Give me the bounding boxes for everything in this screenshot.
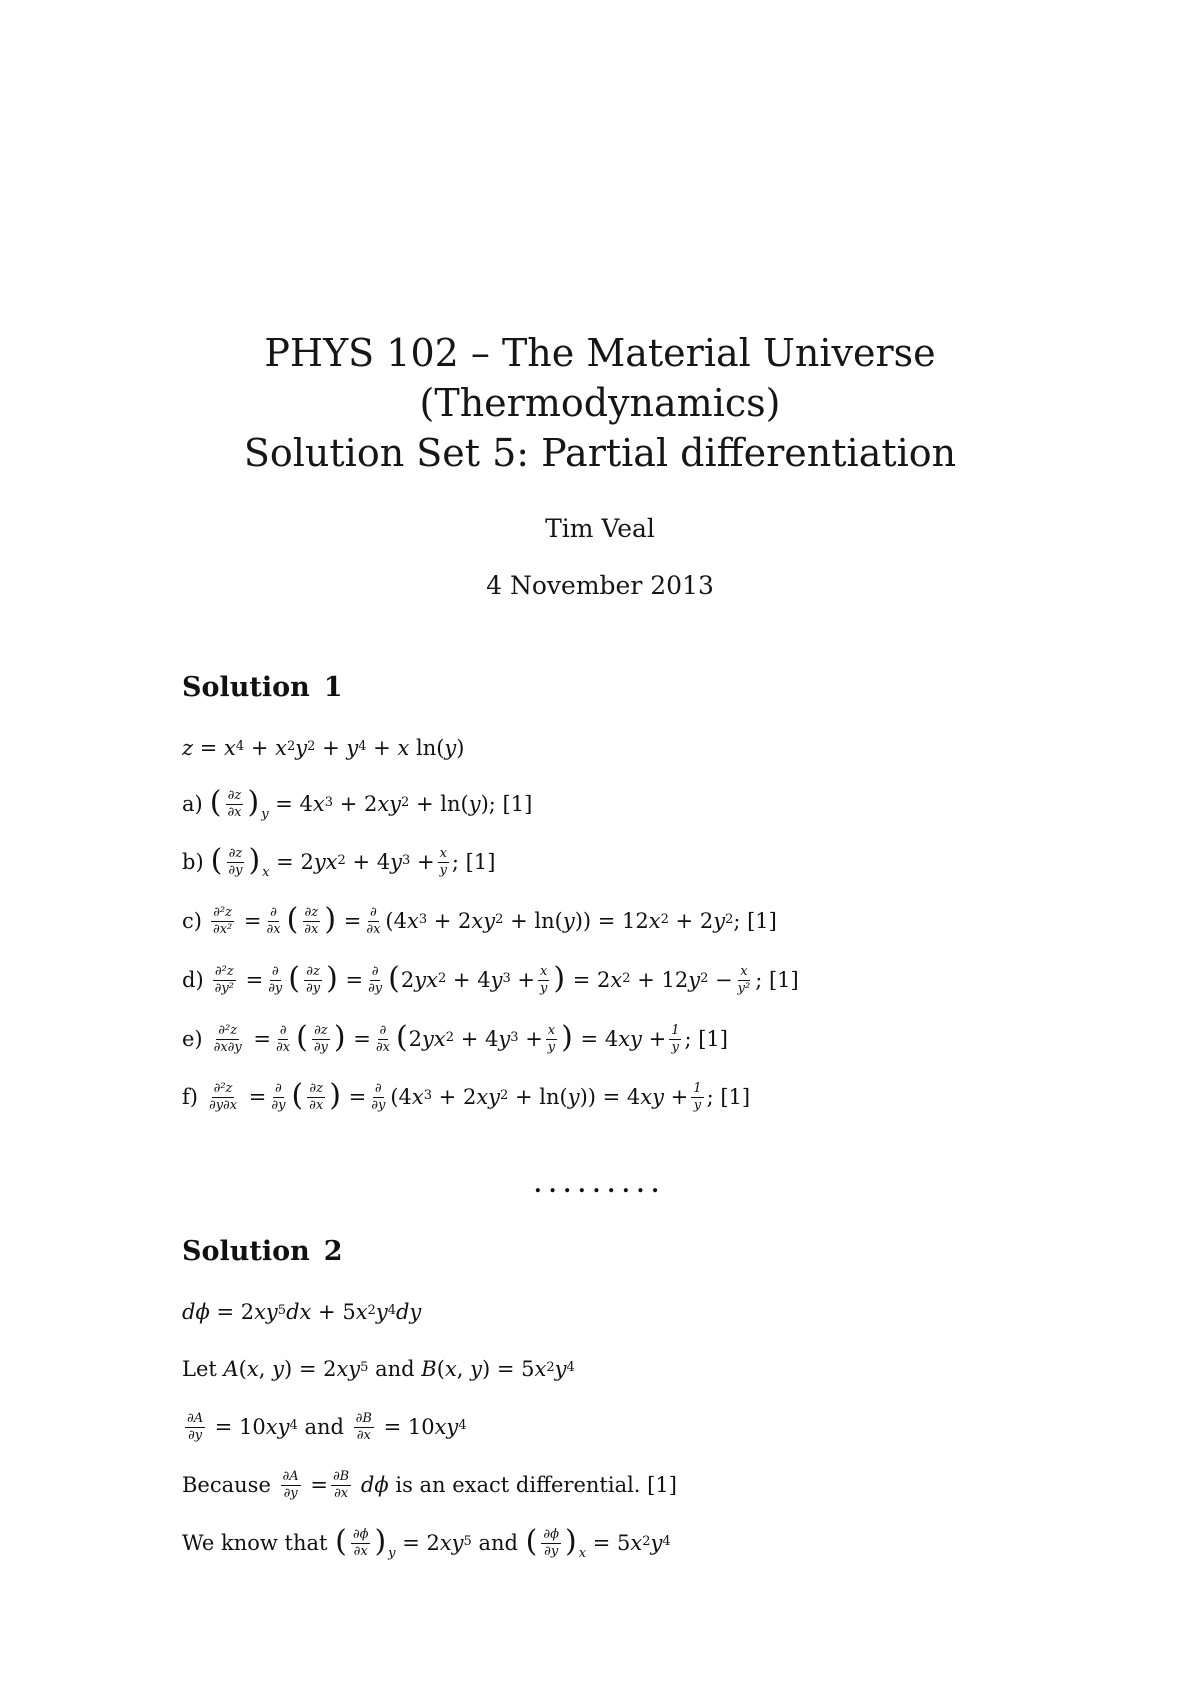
section-separator: ......... [534, 1172, 666, 1198]
solution-1-part-c: c) $\frac{\text{∂²z}}{\text{∂x²}}$ = $\frac{\partial}{\partial x}$ ( $\frac{\partial z}{\partial x}$ ) = $\frac{\partial}{\partial x}$ (4 x $^3$ + 2 xy $^2$ + ln( y )) = 12 x $^2$ + 2 y $^2$ ; [1] [182, 902, 777, 937]
solution-1-part-d: d) $\frac{\text{∂²z}}{\text{∂y²}}$ = $\frac{\partial}{\partial y}$ ( $\frac{\partial z}{\partial y}$ ) = $\frac{\partial}{\partial y}$ ( 2 yx $^2$ + 4 y $^3$ + $\frac{x}{y}$ ) = 2 x $^2$ + 12 y $^2$ − $\frac{x}{\text{y²}}$ ; [1] [182, 961, 799, 996]
solution-2-heading-label: Solution [182, 1236, 310, 1267]
solution-1-equation: z = x $^4$ + x $^2$ y $^2$ + y $^4$ + x ln( y ) [182, 736, 465, 760]
solution-2-line-5: We know that ( $\frac{\partial\phi}{\partial x}$ ) y = 2 xy $^5$ and ( $\frac{\partial\phi}{\partial y}$ ) x = 5 x $^2$ y $^4$ [182, 1524, 671, 1561]
solution-2-heading-number: 2 [323, 1236, 343, 1267]
solution-1-heading [182, 672, 343, 703]
solution-1-part-f: f) $\frac{\text{∂²z}}{\partial y\partial x}$ = $\frac{\partial}{\partial y}$ ( $\frac{\partial z}{\partial x}$ ) = $\frac{\partial}{\partial y}$ (4 x $^3$ + 2 xy $^2$ + ln( y )) = 4 xy + $\frac{1}{y}$ ; [1] [182, 1078, 751, 1113]
solution-1-part-a: a) ( $\frac{\partial z}{\partial x}$ ) y = 4 x $^3$ + 2 xy $^2$ + ln( y ); [1] [182, 785, 533, 822]
solution-2-line-4: Because $\frac{\partial A}{\partial y}$ = $\frac{\partial B}{\partial x}$ dϕ is an exact differential. [1] [182, 1468, 677, 1501]
solution-1-heading-number: 1 [323, 672, 343, 703]
date: 4 November 2013 [486, 571, 714, 600]
solution-1-part-e: e) $\frac{\text{∂²z}}{\partial x\partial y}$ = $\frac{\partial}{\partial x}$ ( $\frac{\partial z}{\partial y}$ ) = $\frac{\partial}{\partial x}$ ( 2 yx $^2$ + 4 y $^3$ + $\frac{x}{y}$ ) = 4 xy + $\frac{1}{y}$ ; [1] [182, 1020, 728, 1055]
author: Tim Veal [545, 514, 655, 543]
title-line-3: Solution Set 5: Partial differentiation [243, 431, 957, 475]
solution-2-heading [182, 1236, 343, 1267]
title-line-2: (Thermodynamics) [419, 381, 781, 425]
document-title [0, 328, 1200, 478]
solution-2-line-1: dϕ = 2 xy $^5$ dx + 5 x $^2$ y $^4$ dy [182, 1300, 422, 1324]
title-line-1: PHYS 102 – The Material Universe [264, 331, 936, 375]
solution-1-heading-label: Solution [182, 672, 310, 703]
solution-1-part-b: b) ( $\frac{\partial z}{\partial y}$ ) x = 2 yx $^2$ + 4 y $^3$ + $\frac{x}{y}$ ; [1] [182, 843, 496, 880]
solution-2-line-3: $\frac{\partial A}{\partial y}$ = 10 xy $^4$ and $\frac{\partial B}{\partial x}$ = 10 xy $^4$ [187, 1410, 467, 1443]
solution-2-line-2: Let A ( x , y ) = 2 xy $^5$ and B ( x , y ) = 5 x $^2$ y $^4$ [182, 1357, 575, 1381]
